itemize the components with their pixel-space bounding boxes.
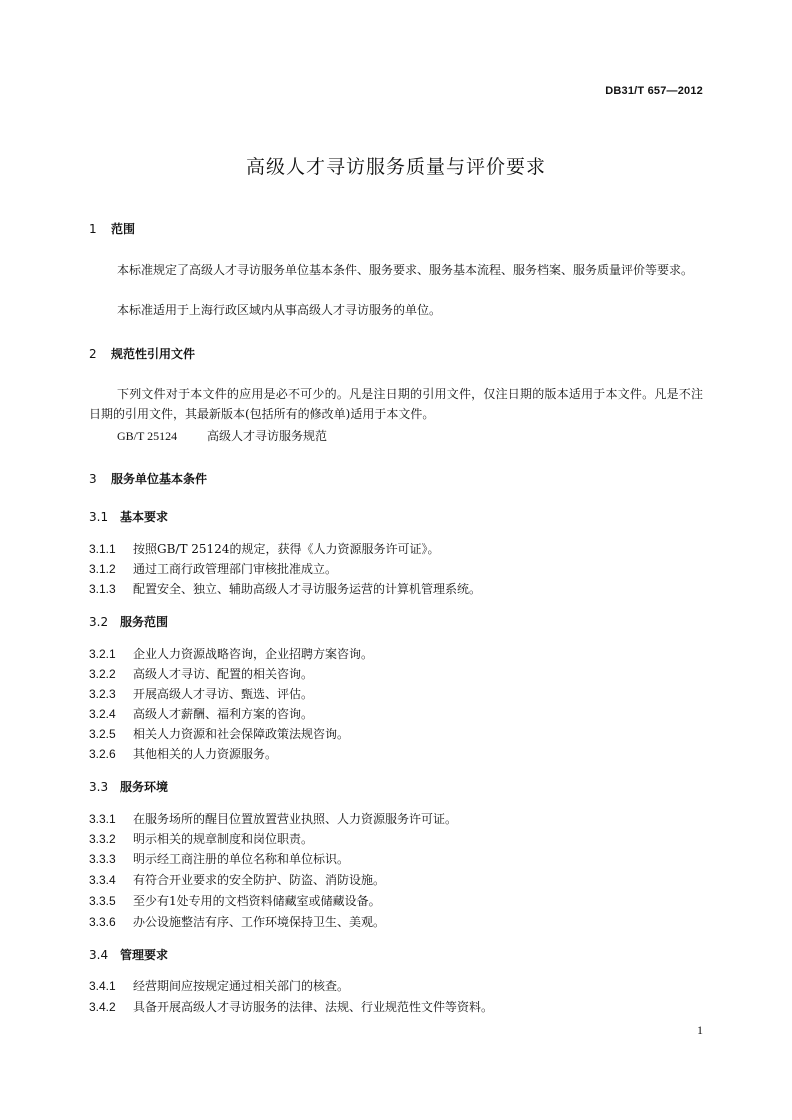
clause-text: 通过工商行政管理部门审核批准成立。: [133, 562, 338, 576]
subsection-3-4-heading: [89, 946, 168, 963]
clause-item: [89, 892, 381, 909]
clause-text: 高级人才薪酬、福利方案的咨询。: [133, 707, 314, 721]
subsection-title: 服务环境: [120, 780, 169, 794]
clause-text: 办公设施整洁有序、工作环境保持卫生、美观。: [133, 915, 386, 929]
clause-text: 具备开展高级人才寻访服务的法律、法规、行业规范性文件等资料。: [133, 1000, 494, 1014]
clause-item: [89, 998, 493, 1015]
clause-number: 3.1.1: [89, 542, 116, 556]
clause-text: 按照GB/T 25124的规定，获得《人力资源服务许可证》。: [133, 542, 440, 556]
section-number: 3: [89, 472, 97, 486]
section-number: 2: [89, 347, 97, 361]
clause-number: 3.2.2: [89, 667, 116, 681]
page-number: 1: [697, 1023, 703, 1037]
subsection-title: 管理要求: [120, 948, 169, 962]
clause-text: 经营期间应按规定通过相关部门的核查。: [133, 979, 350, 993]
subsection-number: 3.3: [89, 780, 109, 794]
section-2-heading: [89, 345, 195, 362]
clause-text: 开展高级人才寻访、甄选、评估。: [133, 687, 314, 701]
section-1-paragraph-2: 本标准适用于上海行政区域内从事高级人才寻访服务的单位。: [117, 303, 442, 317]
clause-item: [89, 580, 481, 597]
subsection-title: 服务范围: [120, 615, 169, 629]
page-title: 高级人才寻访服务质量与评价要求: [245, 156, 546, 178]
subsection-3-1-heading: [89, 508, 168, 525]
clause-item: [89, 745, 277, 762]
clause-number: 3.1.2: [89, 562, 116, 576]
section-3-heading: [89, 470, 207, 487]
clause-number: 3.3.3: [89, 852, 116, 866]
clause-number: 3.1.3: [89, 582, 116, 596]
reference-title: 高级人才寻访服务规范: [207, 429, 328, 443]
subsection-3-3-heading: [89, 778, 168, 795]
clause-text: 配置安全、独立、辅助高级人才寻访服务运营的计算机管理系统。: [133, 582, 482, 596]
clause-text: 至少有1处专用的文档资料储藏室或储藏设备。: [133, 894, 381, 908]
clause-item: [89, 871, 385, 888]
reference-code: GB/T 25124: [117, 429, 178, 443]
clause-number: 3.3.5: [89, 894, 116, 908]
section-2-paragraph-1: 下列文件对于本文件的应用是必不可少的。凡是注日期的引用文件，仅注日期的版本适用于本文件。凡是不注日期的引用文件，其最新版本(包括所有的修改单)适用于本文件。: [89, 387, 703, 421]
subsection-3-2-heading: [89, 613, 168, 630]
clause-number: 3.4.1: [89, 979, 116, 993]
clause-number: 3.3.6: [89, 915, 116, 929]
section-title: 规范性引用文件: [111, 347, 196, 361]
clause-number: 3.2.5: [89, 727, 116, 741]
subsection-number: 3.1: [89, 510, 109, 524]
clause-text: 有符合开业要求的安全防护、防盗、消防设施。: [133, 873, 386, 887]
section-title: 范围: [111, 222, 136, 236]
clause-text: 明示相关的规章制度和岗位职责。: [133, 832, 314, 846]
clause-text: 明示经工商注册的单位名称和单位标识。: [133, 852, 350, 866]
clause-item: [89, 977, 349, 994]
subsection-title: 基本要求: [120, 510, 169, 524]
clause-text: 在服务场所的醒目位置放置营业执照、人力资源服务许可证。: [133, 812, 458, 826]
section-1-paragraph-1: 本标准规定了高级人才寻访服务单位基本条件、服务要求、服务基本流程、服务档案、服务质量评价等要求。: [117, 263, 694, 277]
clause-number: 3.2.6: [89, 747, 116, 761]
clause-item: [89, 540, 439, 557]
clause-item: [89, 810, 457, 827]
clause-text: 高级人才寻访、配置的相关咨询。: [133, 667, 314, 681]
clause-text: 企业人力资源战略咨询，企业招聘方案咨询。: [133, 647, 374, 661]
clause-item: [89, 850, 349, 867]
clause-number: 3.3.1: [89, 812, 116, 826]
clause-number: 3.2.1: [89, 647, 116, 661]
clause-text: 相关人力资源和社会保障政策法规咨询。: [133, 727, 350, 741]
clause-number: 3.3.2: [89, 832, 116, 846]
section-title: 服务单位基本条件: [111, 472, 208, 486]
subsection-number: 3.4: [89, 948, 109, 962]
clause-number: 3.4.2: [89, 1000, 116, 1014]
clause-item: [89, 725, 349, 742]
clause-item: [89, 913, 385, 930]
clause-item: [89, 560, 337, 577]
subsection-number: 3.2: [89, 615, 109, 629]
normative-reference: [117, 427, 327, 444]
clause-number: 3.2.3: [89, 687, 116, 701]
clause-item: [89, 645, 373, 662]
section-1-heading: [89, 220, 135, 237]
document-code: DB31/T 657—2012: [605, 85, 703, 97]
clause-item: [89, 685, 313, 702]
clause-item: [89, 830, 313, 847]
clause-number: 3.2.4: [89, 707, 116, 721]
clause-item: [89, 705, 313, 722]
clause-number: 3.3.4: [89, 873, 116, 887]
clause-item: [89, 665, 313, 682]
section-number: 1: [89, 222, 97, 236]
clause-text: 其他相关的人力资源服务。: [133, 747, 278, 761]
